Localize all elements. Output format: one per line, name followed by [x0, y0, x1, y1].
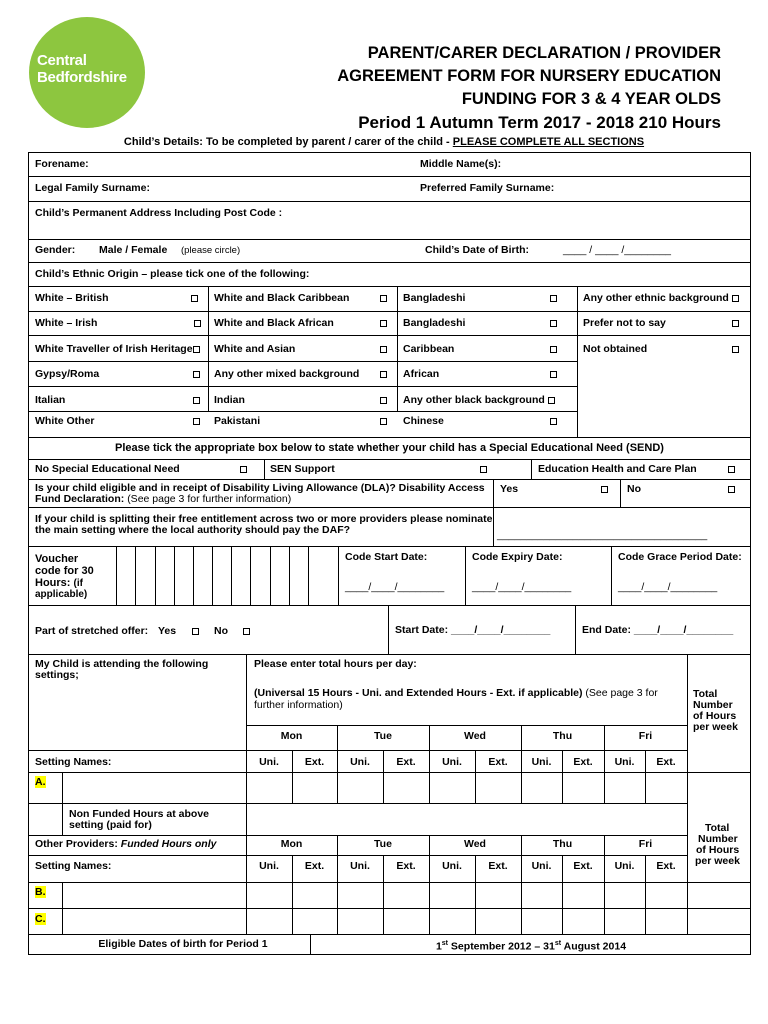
stretched-start-date[interactable]: Start Date: ____/____/________: [395, 624, 551, 636]
ethnic-option: Not obtained: [583, 343, 648, 355]
checkbox[interactable]: [601, 486, 608, 493]
uni-header: Uni.: [531, 860, 552, 872]
ethnic-option: Italian: [35, 394, 66, 406]
checkbox[interactable]: [550, 371, 557, 378]
ethnic-option: Any other ethnic background: [583, 292, 729, 304]
checkbox[interactable]: [191, 295, 198, 302]
row-c-label: C.: [35, 913, 46, 925]
uni-header: Uni.: [531, 756, 552, 768]
uni-header: Uni.: [350, 860, 370, 872]
address-label[interactable]: Child’s Permanent Address Including Post Code :: [35, 207, 283, 219]
logo-line-1: Central: [37, 52, 87, 69]
checkbox[interactable]: [728, 486, 735, 493]
title-line-3: FUNDING FOR 3 & 4 YEAR OLDS: [461, 90, 721, 108]
form-title: [337, 42, 721, 134]
ethnic-option: White – Irish: [35, 317, 98, 329]
checkbox[interactable]: [380, 295, 387, 302]
ethnic-option: Bangladeshi: [403, 292, 466, 304]
day-mon: Mon: [280, 730, 303, 742]
uni-header: Uni.: [442, 756, 462, 768]
day-tue: Tue: [374, 730, 392, 742]
checkbox[interactable]: [548, 397, 555, 404]
code-start-date-label: Code Start Date:: [345, 551, 428, 563]
day-fri: Fri: [638, 838, 653, 850]
hours-note: (Universal 15 Hours - Uni. and Extended Hours - Ext. if applicable) (See page 3 for: [254, 687, 658, 699]
ext-header: Ext.: [656, 860, 676, 872]
row-b-label: B.: [35, 886, 46, 898]
stretched-yes-label: Yes: [158, 625, 177, 637]
hours-note-2: further information): [254, 699, 343, 711]
split-question-line-2: the main setting where the local authority should pay the DAF?: [35, 524, 351, 536]
voucher-label: Voucher: [35, 553, 79, 565]
total-hours-label-3: of Hours: [696, 844, 740, 856]
total-hours-label-4: per week: [695, 855, 740, 867]
eligible-dates-range: 1st September 2012 – 31st August 2014: [435, 940, 627, 953]
central-bedfordshire-logo: [29, 17, 145, 128]
checkbox[interactable]: [380, 397, 387, 404]
daf-declaration-label: Fund Declaration: (See page 3 for further information): [35, 493, 292, 505]
checkbox[interactable]: [380, 346, 387, 353]
checkbox[interactable]: [480, 466, 487, 473]
total-hours-label: Total: [705, 822, 730, 834]
uni-header: Uni.: [442, 860, 462, 872]
preferred-surname-label[interactable]: Preferred Family Surname:: [420, 182, 555, 194]
day-fri: Fri: [638, 730, 653, 742]
legal-surname-label[interactable]: Legal Family Surname:: [35, 182, 150, 194]
total-hours-label: Total: [693, 688, 718, 700]
ethnic-option: Any other black background: [403, 394, 545, 406]
ethnic-option: Indian: [214, 394, 245, 406]
day-thu: Thu: [552, 730, 573, 742]
ethnic-heading: Child’s Ethnic Origin – please tick one of the following:: [35, 268, 310, 280]
title-line-1: PARENT/CARER DECLARATION / PROVIDER: [367, 44, 721, 62]
checkbox[interactable]: [193, 371, 200, 378]
total-hours-label-2: Number: [693, 699, 733, 711]
forename-label[interactable]: Forename:: [35, 158, 89, 170]
non-funded-label: Non Funded Hours at above: [69, 808, 210, 820]
uni-header: Uni.: [614, 756, 635, 768]
uni-header: Uni.: [259, 860, 279, 872]
checkbox[interactable]: [243, 628, 250, 635]
code-start-date-field[interactable]: ____/____/________: [345, 581, 445, 593]
stretched-offer-label: Part of stretched offer:: [35, 625, 149, 637]
ethnic-option: White and Black African: [214, 317, 334, 329]
day-mon: Mon: [280, 838, 303, 850]
checkbox[interactable]: [380, 371, 387, 378]
logo-line-2: Bedfordshire: [37, 69, 127, 86]
send-heading: Please tick the appropriate box below to state whether your child has a Special Educational Need (SEND): [115, 442, 664, 454]
ext-header: Ext.: [396, 756, 416, 768]
ext-header: Ext.: [573, 756, 593, 768]
checkbox[interactable]: [192, 628, 199, 635]
ethnic-option: African: [403, 368, 440, 380]
ext-header: Ext.: [656, 756, 676, 768]
checkbox[interactable]: [240, 466, 247, 473]
total-hours-label-2: Number: [698, 833, 738, 845]
ethnic-option: Bangladeshi: [403, 317, 466, 329]
checkbox[interactable]: [193, 346, 200, 353]
day-tue: Tue: [374, 838, 392, 850]
stretched-end-date[interactable]: End Date: ____/____/________: [582, 624, 734, 636]
code-expiry-date-label: Code Expiry Date:: [472, 551, 563, 563]
checkbox[interactable]: [193, 418, 200, 425]
ethnic-option: White and Black Caribbean: [214, 292, 350, 304]
checkbox[interactable]: [193, 397, 200, 404]
ethnic-option: White – British: [35, 292, 109, 304]
ethnic-option: Caribbean: [403, 343, 455, 355]
voucher-label-4: applicable): [35, 589, 88, 600]
send-option: SEN Support: [270, 463, 335, 475]
code-grace-date-label: Code Grace Period Date:: [618, 551, 742, 563]
checkbox[interactable]: [732, 346, 739, 353]
day-wed: Wed: [464, 730, 486, 742]
main-setting-field[interactable]: ____________________________________: [497, 529, 708, 541]
gender-note: (please circle): [181, 245, 241, 256]
stretched-no-label: No: [214, 625, 228, 637]
gender-label: Gender:: [35, 244, 76, 256]
uni-header: Uni.: [350, 756, 370, 768]
complete-all-sections-emphasis: PLEASE COMPLETE ALL SECTIONS: [452, 136, 645, 148]
title-line-2: AGREEMENT FORM FOR NURSERY EDUCATION: [337, 67, 721, 85]
total-hours-label-3: of Hours: [693, 710, 737, 722]
checkbox[interactable]: [550, 418, 557, 425]
dob-label: Child’s Date of Birth:: [425, 244, 530, 256]
ext-header: Ext.: [488, 860, 508, 872]
eligible-dates-label: Eligible Dates of birth for Period 1: [98, 938, 268, 950]
send-option: Education Health and Care Plan: [538, 463, 697, 475]
other-providers-label: Other Providers: Funded Hours only: [35, 838, 217, 850]
ethnic-option: Prefer not to say: [583, 317, 666, 329]
ext-header: Ext.: [396, 860, 416, 872]
gender-options[interactable]: Male / Female: [99, 244, 168, 256]
dob-field[interactable]: ____ / ____ /________: [563, 244, 672, 256]
attending-settings-label-2: settings;: [35, 669, 79, 681]
checkbox[interactable]: [550, 320, 557, 327]
checkbox[interactable]: [728, 466, 735, 473]
middle-name-label[interactable]: Middle Name(s):: [420, 158, 502, 170]
voucher-label-3: Hours: (if: [35, 577, 83, 589]
title-line-4: Period 1 Autumn Term 2017 - 2018 210 Hours: [358, 113, 721, 132]
ethnic-option: Any other mixed background: [214, 368, 360, 380]
setting-names-label: Setting Names:: [35, 756, 112, 768]
ext-header: Ext.: [488, 756, 508, 768]
checkbox[interactable]: [194, 320, 201, 327]
split-question: If your child is splitting their free entitlement across two or more providers please nominate: [35, 513, 493, 525]
ethnic-option: White Traveller of Irish Heritage: [35, 343, 193, 355]
voucher-label-2: code for 30: [35, 565, 94, 577]
checkbox[interactable]: [732, 320, 739, 327]
ethnic-option: White Other: [35, 415, 95, 427]
ext-header: Ext.: [304, 756, 325, 768]
row-a-label: A.: [35, 776, 46, 788]
checkbox[interactable]: [380, 418, 387, 425]
checkbox[interactable]: [550, 295, 557, 302]
dla-no-label: No: [627, 483, 641, 495]
total-hours-label-4: per week: [693, 721, 738, 733]
day-wed: Wed: [464, 838, 486, 850]
hours-per-day-heading: Please enter total hours per day:: [254, 658, 417, 670]
day-thu: Thu: [552, 838, 573, 850]
ext-header: Ext.: [304, 860, 325, 872]
ethnic-option: Chinese: [403, 415, 444, 427]
non-funded-label-2: setting (paid for): [69, 819, 152, 831]
uni-header: Uni.: [614, 860, 635, 872]
uni-header: Uni.: [259, 756, 279, 768]
setting-names-label: Setting Names:: [35, 860, 112, 872]
checkbox[interactable]: [732, 295, 739, 302]
send-option: No Special Educational Need: [35, 463, 180, 475]
dla-question: Is your child eligible and in receipt of Disability Living Allowance (DLA)? Disability Access: [35, 482, 485, 494]
checkbox[interactable]: [550, 346, 557, 353]
ethnic-option: Gypsy/Roma: [35, 368, 100, 380]
checkbox[interactable]: [380, 320, 387, 327]
dla-yes-label: Yes: [500, 483, 519, 495]
code-grace-date-field[interactable]: ____/____/________: [618, 581, 718, 593]
code-expiry-date-field[interactable]: ____/____/________: [472, 581, 572, 593]
attending-settings-label: My Child is attending the following: [35, 658, 209, 670]
ext-header: Ext.: [573, 860, 593, 872]
ethnic-option: White and Asian: [214, 343, 296, 355]
form-instructions: Child’s Details: To be completed by parent / carer of the child - PLEASE COMPLETE ALL SECTIONS: [123, 136, 645, 148]
ethnic-option: Pakistani: [214, 415, 261, 427]
